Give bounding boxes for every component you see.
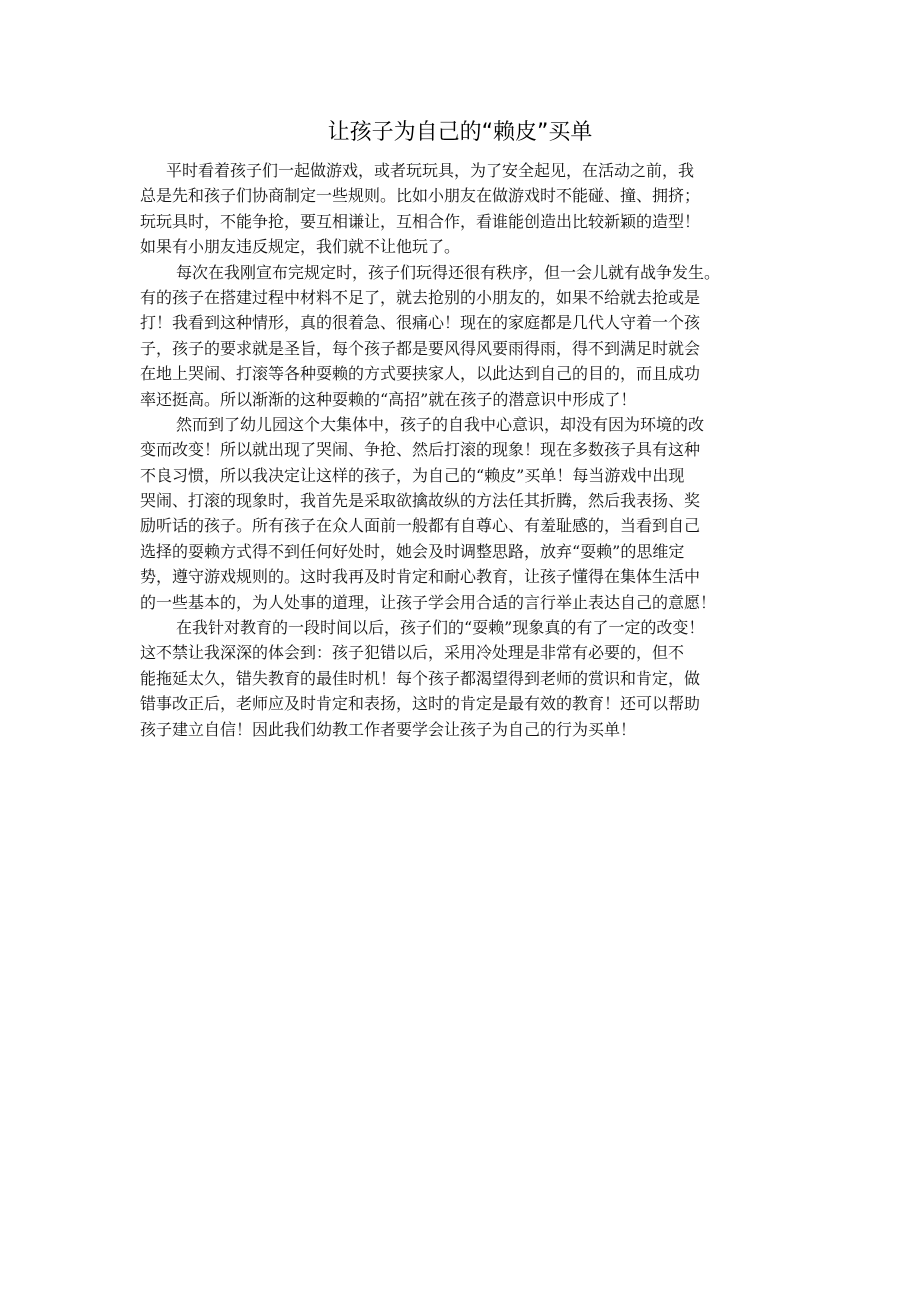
paragraph-2 bbox=[140, 260, 800, 412]
text-line: 率还挺高。所以渐渐的这种耍赖的“高招”就在孩子的潜意识中形成了！ bbox=[140, 389, 637, 409]
text-line: 打！我看到这种情形，真的很着急、很痛心！现在的家庭都是几代人守着一个孩 bbox=[140, 313, 701, 333]
text-line: 在我针对教育的一段时间以后，孩子们的“耍赖”现象真的有了一定的改变！ bbox=[176, 618, 705, 638]
text-line: 这不禁让我深深的体会到：孩子犯错以后，采用冷处理是非常有必要的，但不 bbox=[140, 643, 685, 663]
text-line: 励听话的孩子。所有孩子在众人面前一般都有自尊心、有羞耻感的，当看到自己 bbox=[140, 516, 701, 536]
text-line: 孩子建立自信！因此我们幼教工作者要学会让孩子为自己的行为买单！ bbox=[140, 719, 637, 739]
text-line: 错事改正后，老师应及时肯定和表扬，这时的肯定是最有效的教育！还可以帮助 bbox=[140, 694, 701, 714]
text-line: 有的孩子在搭建过程中材料不足了，就去抢别的小朋友的，如果不给就去抢或是 bbox=[140, 287, 701, 307]
text-line: 哭闹、打滚的现象时，我首先是采取欲擒故纵的方法任其折腾，然后我表扬、奖 bbox=[140, 491, 701, 511]
text-line: 每次在我刚宣布完规定时，孩子们玩得还很有秩序，但一会儿就有战争发生。 bbox=[176, 262, 721, 282]
text-line: 势，遵守游戏规则的。这时我再及时肯定和耐心教育，让孩子懂得在集体生活中 bbox=[140, 567, 701, 587]
text-line: 能拖延太久，错失教育的最佳时机！每个孩子都渴望得到老师的赏识和肯定，做 bbox=[140, 668, 701, 688]
text-line: 然而到了幼儿园这个大集体中，孩子的自我中心意识，却没有因为环境的改 bbox=[176, 414, 705, 434]
paragraph-3 bbox=[140, 412, 800, 615]
document-title: 让孩子为自己的“赖皮”买单 bbox=[327, 120, 593, 145]
text-line: 的一些基本的，为人处事的道理，让孩子学会用合适的言行举止表达自己的意愿！ bbox=[140, 592, 717, 612]
text-line: 总是先和孩子们协商制定一些规则。比如小朋友在做游戏时不能碰、撞、拥挤； bbox=[140, 186, 701, 206]
text-line: 选择的耍赖方式得不到任何好处时，她会及时调整思路，放弃“耍赖”的思维定 bbox=[140, 541, 685, 561]
text-line: 玩玩具时，不能争抢，要互相谦让，互相合作，看谁能创造出比较新颖的造型！ bbox=[140, 211, 701, 231]
text-line: 平时看着孩子们一起做游戏，或者玩玩具，为了安全起见，在活动之前，我 bbox=[166, 161, 695, 180]
paragraph-1 bbox=[140, 158, 800, 260]
paragraph-4 bbox=[140, 615, 800, 742]
document-body bbox=[140, 158, 800, 742]
text-line: 在地上哭闹、打滚等各种耍赖的方式要挟家人，以此达到自己的目的，而且成功 bbox=[140, 364, 701, 384]
text-line: 变而改变！所以就出现了哭闹、争抢、然后打滚的现象！现在多数孩子具有这种 bbox=[140, 440, 701, 460]
text-line: 如果有小朋友违反规定，我们就不让他玩了。 bbox=[140, 237, 461, 257]
text-line: 子，孩子的要求就是圣旨，每个孩子都是要风得风要雨得雨，得不到满足时就会 bbox=[140, 338, 701, 358]
text-line: 不良习惯，所以我决定让这样的孩子，为自己的“赖皮”买单！每当游戏中出现 bbox=[140, 465, 685, 485]
